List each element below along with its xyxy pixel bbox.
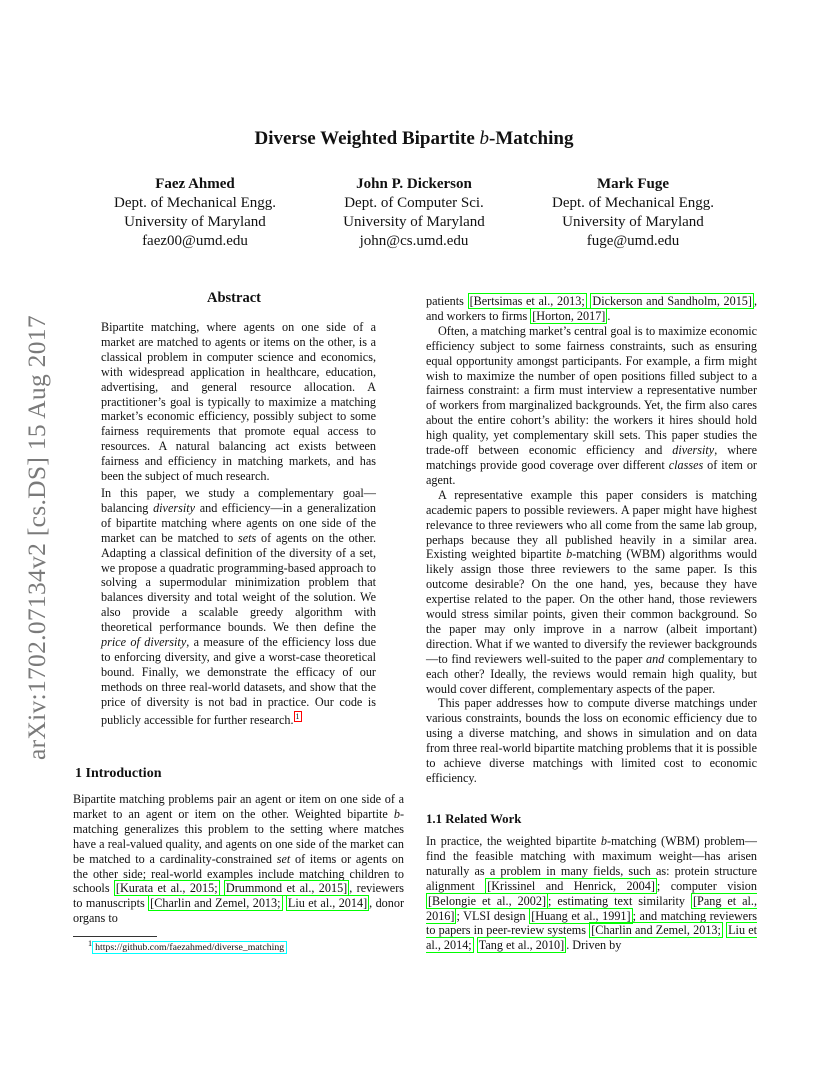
abstract-body [101,320,376,728]
arxiv-identifier: arXiv:1702.07134v2 [cs.DS] 15 Aug 2017 [22,315,51,760]
section-heading-introduction: 1 Introduction [75,766,162,781]
author-univ: University of Maryland [343,214,485,230]
citation-link[interactable]: Tang et al., 2010] [478,938,565,953]
paper-title: Diverse Weighted Bipartite b-Matching [254,128,574,149]
author-email: faez00@umd.edu [142,233,248,249]
right-paragraph-4: This paper addresses how to compute diverse matchings under various constraints, bounds the loss on economic efficiency due to using a diverse matching, and shows in simulation and on data from three real-world bipartite matching problems that it is possible to achieve diverse matchings with limited cost to economic efficiency. [426,696,757,785]
right-column-text [426,294,757,786]
author-2 [309,175,519,251]
citation-link[interactable]: [Charlin and Zemel, 2013; [591,923,721,938]
citation-link[interactable]: [Horton, 2017] [532,308,606,323]
author-1 [90,175,300,251]
right-paragraph-1: patients [Bertsimas et al., 2013; Dickerson and Sandholm, 2015] , and workers to firms [Horton, 2017] . [426,294,758,323]
citation-link[interactable]: Drummond et al., 2015] [225,881,348,896]
introduction-text [73,792,404,926]
author-univ: University of Maryland [562,214,704,230]
author-3 [528,175,738,251]
citation-link[interactable]: [Belongie et al., 2002] [428,893,547,908]
citation-link[interactable]: [Kurata et al., 2015; [115,881,218,896]
right-paragraph-2: Often, a matching market’s central goal is to maximize economic efficiency subject to some fairness constraints, such as ensuring equal opportunity amongst participants. For example, a firm might wish to maximize the number of open positions filled subject to a fairness constraint: a firm must interview a representative number of workers from marginalized backgrounds. Yet, the firm also cares about the entire cohort’s ability: the workers it hires should hold high quality, yet complementary skill sets. This paper studies the trade-off between economic efficiency and diversity, where matchings provide good coverage over different classes of item or agent. [426,323,757,487]
intro-paragraph: Bipartite matching problems pair an agent or item on one side of a market to an agent or item on the other. Weighted bipartite b-matching generalizes this problem to the setting where matches have a real-valued quality, and agents on one side of the market can be matched to a cardinality-constrained set of items or agents on the other side; real-world examples include matching children to schools [Kurata et al., 2015; Drummond et al., 2015] , reviewers to manuscripts [Charlin and Zemel, 2013; Liu et al., 2014] , donor organs to [73,792,405,926]
footnote-link[interactable]: 1 [295,711,300,721]
author-dept: Dept. of Mechanical Engg. [113,195,277,211]
author-univ: University of Maryland [124,214,266,230]
citation-link[interactable]: Liu et al., 2014] [287,896,368,911]
author-email: fuge@umd.edu [586,233,680,249]
citation-link[interactable]: Dickerson and Sandholm, 2015] [592,294,752,308]
author-name: John P. Dickerson [356,176,472,192]
abstract-heading: Abstract [207,290,261,306]
abstract-paragraph-2: In this paper, we study a complementary goal—balancing diversity and efficiency—in a generalization of bipartite matching where agents on one side of the market can be matched to sets of agents on the other. Adapting a classical definition of the diversity of a set, we propose a quadratic programming-based approach to solving a supermodular minimization problem that balances diversity and total weight of the solution. We also provide a scalable greedy algorithm with theoretical performance bounds. We then define the price of diversity, a measure of the efficiency loss due to enforcing diversity, and give a worst-case theoretical bound. Finally, we demonstrate the efficacy of our methods on three real-world datasets, and show that the price of diversity is not bad in practice. Our code is publicly accessible for further research. $^1$ [101,485,377,727]
citation-link[interactable]: Liu et al., 2014; [426,923,758,953]
author-name: Mark Fuge [596,176,670,192]
right-paragraph-3: A representative example this paper considers is matching academic papers to possible reviewers. A paper might have highest relevance to three reviewers who all come from the same lab group, perhaps because they all published heavily in a similar area. Existing weighted bipartite b-matching (WBM) algorithms would likely assign those three reviewers to the same paper. Is this outcome desirable? On the one hand, yes, because they have expertise related to the paper. On the other hand, those reviewers would stress similar points, given their common background. So the paper may only improve in a narrow (albeit important) direction. What if we wanted to diversify the reviewer backgrounds—to find reviewers well-suited to the paper and complementary to each other? Ideally, the reviews would remain high quality, but would cover different, complementary aspects of the paper. [426,487,757,696]
footnote: $^1$ https://github.com/faezahmed/diverse_matching [88,939,287,953]
author-name: Faez Ahmed [155,176,235,192]
citation-link[interactable]: [Huang et al., 1991] [531,908,631,923]
citation-link[interactable]: [Krissinel and Henrick, 2004] [487,878,655,893]
citation-link[interactable]: [Pang et al., 2016] [426,893,757,923]
related-work-paragraph: In practice, the weighted bipartite b-matching (WBM) problem—find the feasible matching with maximum weight—has arisen naturally as a problem in many fields, such as: protein structure alignment [Krissinel and Henrick, 2004] ; computer vision [Belongie et al., 2002] ; estimating text similarity [Pang et al., 2016] ; VLSI design [Huang et al., 1991] ; and matching reviewers to papers in peer-review systems [Charlin and Zemel, 2013; Liu et al., 2014; Tang et al., 2010] . Driven by [426,834,758,953]
related-work-text [426,834,757,953]
author-email: john@cs.umd.edu [359,233,469,249]
subsection-heading-related-work: 1.1 Related Work [426,812,522,826]
citation-link[interactable]: [Charlin and Zemel, 2013; [150,896,281,911]
author-dept: Dept. of Mechanical Engg. [551,195,715,211]
author-dept: Dept. of Computer Sci. [344,195,484,211]
footnote-rule [73,936,157,937]
abstract-paragraph-1: Bipartite matching, where agents on one side of a market are matched to agents or items on the other, is a classical problem in computer science and economics, with widespread application in healthcare, education, advertising, and general resource allocation. A practitioner’s goal is typically to maximize a matching market’s economic efficiency, possibly subject to some fairness requirements that promote equal access to resources. A natural balancing act exists between fairness and efficiency in matching markets, and has been the subject of much research. [101,320,376,484]
citation-link[interactable]: [Bertsimas et al., 2013; [469,294,585,308]
footnote-url-link[interactable]: https://github.com/faezahmed/diverse_matching [92,941,287,954]
